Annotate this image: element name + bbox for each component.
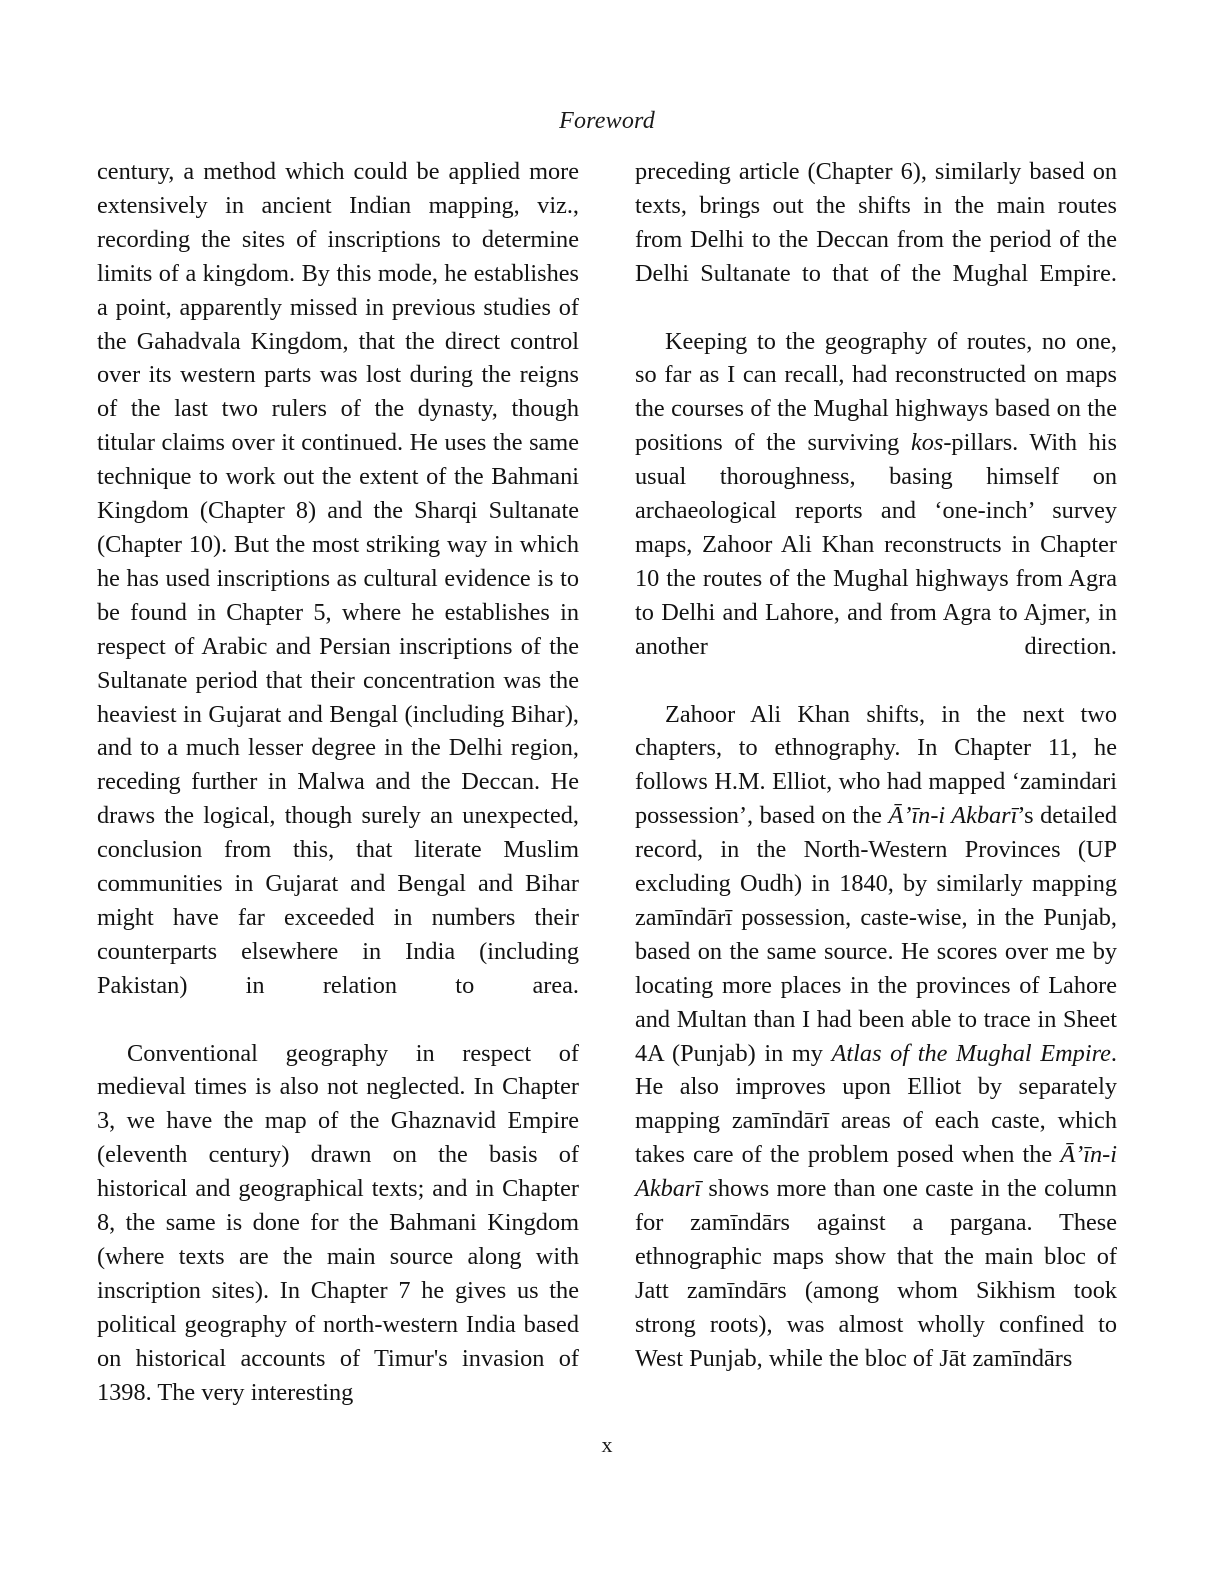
para-preceding-article: preceding article (Chapter 6), similarly based on texts, brings out the shifts in the main routes from Delhi to the Deccan from the period of the Delhi Sultanate to that of the Mughal Empire. [635, 158, 1117, 287]
right-column [635, 155, 1117, 1395]
para-continued-inscriptions: century, a method which could be applied more extensively in ancient Indian mapping, viz., recording the sites of inscriptions to determine limits of a kingdom. By this mode, he establishes a point, apparently missed in previous studies of the Gahadvala Kingdom, that the direct control over its western parts was lost during the reigns of the last two rulers of the dynasty, though titular claims over it continued. He uses the same technique to work out the extent of the Bahmani Kingdom (Chapter 8) and the Sharqi Sultanate (Chapter 10). But the most striking way in which he has used inscriptions as cultural evidence is to be found in Chapter 5, where he establishes in respect of Arabic and Persian inscriptions of the Sultanate period that their concentration was the heaviest in Gujarat and Bengal (including Bihar), and to a much lesser degree in the Delhi region, receding further in Malwa and the Deccan. He draws the logical, though surely an unexpected, conclusion from this, that literate Muslim communities in Gujarat and Bengal and Bihar might have far exceeded in numbers their counterparts elsewhere in India (including Pakistan) in relation to area. [97, 158, 579, 999]
two-column-text-body [97, 155, 1117, 1406]
para-conventional-geography: Conventional geography in respect of medieval times is also not neglected. In Chapter 3, we have the map of the Ghaznavid Empire (eleventh century) drawn on the basis of historical and geographical texts; and in Chapter 8, the same is done for the Bahmani Kingdom (where texts are the main source along with inscription sites). In Chapter 7 he gives us the political geography of north-western India based on historical accounts of Timur's invasion of 1398. The very interesting [97, 1039, 579, 1406]
italic-term: Ā’īn-i Akbarī [888, 802, 1018, 830]
para-keeping-routes: Keeping to the geography of routes, no one, so far as I can recall, had reconstructed on maps the courses of the Mughal highways based on the positions of the surviving kos-pillars. With his usual thoroughness, basing himself on archaeological reports and ‘one-inch’ survey maps, Zahoor Ali Khan reconstructs in Chapter 10 the routes of the Mughal highways from Agra to Delhi and Lahore, and from Agra to Ajmer, in another direction. [635, 327, 1117, 660]
left-column [97, 155, 579, 1406]
page-number: x [601, 1432, 613, 1457]
italic-term: kos [910, 429, 944, 457]
italic-term: Atlas of the Mughal Empire [831, 1039, 1111, 1067]
para-zahoor-ethnography: Zahoor Ali Khan shifts, in the next two chapters, to ethnography. In Chapter 11, he follows H.M. Elliot, who had mapped ‘zamindari possession’, based on the Ā’īn-i Akbarī’s detailed record, in the North-Western Provinces (UP excluding Oudh) in 1840, by similarly mapping zamīndārī possession, caste-wise, in the Punjab, based on the same source. He scores over me by locating more places in the provinces of Lahore and Multan than I had been able to trace in Sheet 4A (Punjab) in my Atlas of the Mughal Empire. He also improves upon Elliot by separately mapping zamīndārī areas of each caste, which takes care of the problem posed when the Ā’īn-i Akbarī shows more than one caste in the column for zamīndārs against a pargana. These ethnographic maps show that the main bloc of Jatt zamīndārs (among whom Sikhism took strong roots), was almost wholly confined to West Punjab, while the bloc of Jāt zamīndārs [635, 700, 1117, 1372]
running-head: Foreword [559, 108, 655, 134]
italic-term: Ā’īn-i Akbarī [635, 1141, 1117, 1203]
